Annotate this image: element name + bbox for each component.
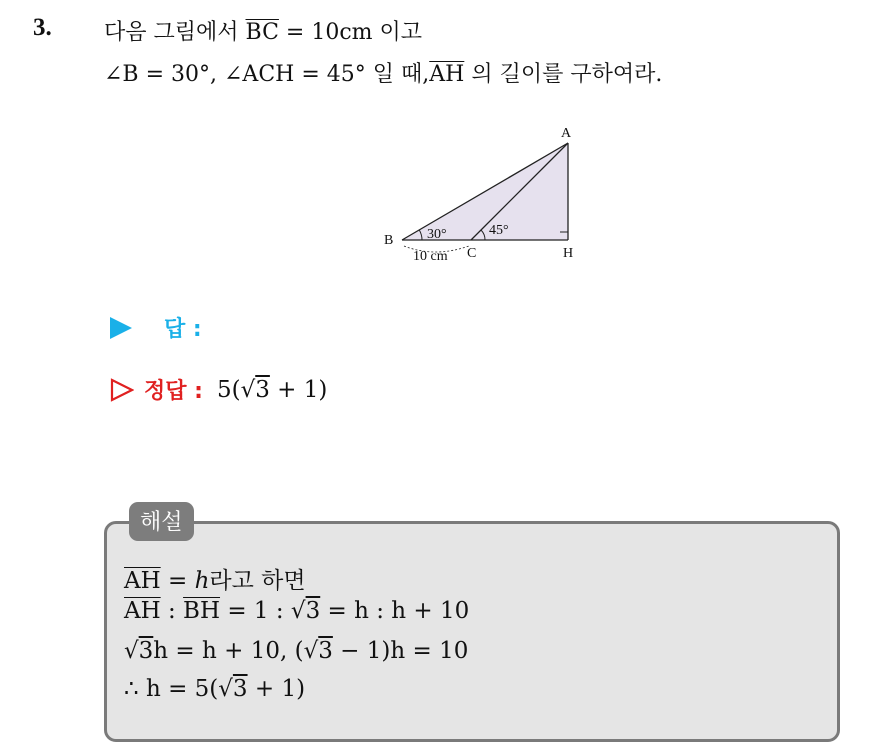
question-text: 의 길이를 구하여라. (464, 62, 663, 87)
play-triangle-icon (110, 317, 132, 339)
math-text: h = h + 10, ( (153, 638, 304, 664)
outline-triangle-icon (110, 378, 134, 402)
math-text: = 1 : (220, 598, 291, 624)
math-text: − 1)h = 10 (332, 638, 469, 664)
answer-label: 답 : (164, 317, 202, 342)
radicand: 3 (318, 638, 333, 664)
label-a: A (561, 126, 572, 141)
radicand: 3 (255, 376, 270, 403)
sqrt: √3 (303, 638, 333, 664)
segment-ah: $\overline{AH}$ (124, 598, 161, 624)
triangle-figure (380, 120, 620, 270)
sqrt: √3 (290, 598, 321, 624)
segment-bh: $\overline{BH}$ (183, 598, 221, 624)
question-line-2 (104, 57, 662, 88)
question-line-1 (104, 15, 422, 46)
sqrt: √3 (240, 376, 270, 403)
variable-h: h (194, 568, 210, 594)
solution-tab: 해설 (129, 502, 194, 541)
math-text: + 1) (269, 376, 328, 403)
solution-line-4 (124, 676, 305, 702)
math-text: : (160, 598, 184, 624)
solution-line-2 (124, 598, 469, 624)
sqrt: √3 (124, 638, 154, 664)
correct-answer-label: 정답 : (144, 379, 203, 404)
segment-ah: $\overline{AH}$ (124, 568, 161, 594)
segment-ah: $\overline{AH}$ (429, 62, 465, 87)
radicand: 3 (305, 598, 321, 624)
radicand: 3 (138, 638, 154, 664)
math-text: ∴ h = 5( (124, 676, 219, 702)
math-text: + 1) (247, 676, 306, 702)
solution-line-3 (124, 638, 468, 664)
label-h: H (563, 246, 574, 261)
sqrt: √3 (218, 676, 248, 702)
question-text: = 10cm 이고 (278, 20, 423, 45)
correct-answer-value (217, 377, 327, 403)
question-number: 3. (33, 14, 52, 41)
label-c: C (467, 246, 477, 261)
side-bc-label: 10 cm (413, 249, 448, 264)
correct-answer-row (110, 374, 327, 405)
radicand: 3 (232, 676, 248, 702)
math-text: 5( (216, 376, 241, 403)
angle-c-label: 45° (489, 223, 509, 238)
question-text: 다음 그림에서 (104, 20, 246, 45)
math-text: = h : h + 10 (320, 598, 470, 624)
solution-line-1 (124, 562, 306, 595)
question-text: ∠B = 30°, ∠ACH = 45° 일 때, (104, 62, 430, 87)
solution-text: 라고 하면 (209, 568, 306, 594)
angle-b-label: 30° (427, 227, 447, 242)
label-b: B (384, 233, 394, 248)
answer-row (110, 312, 202, 346)
segment-bc: $\overline{BC}$ (245, 20, 279, 45)
solution-box (104, 521, 840, 742)
math-text: = (160, 568, 195, 594)
